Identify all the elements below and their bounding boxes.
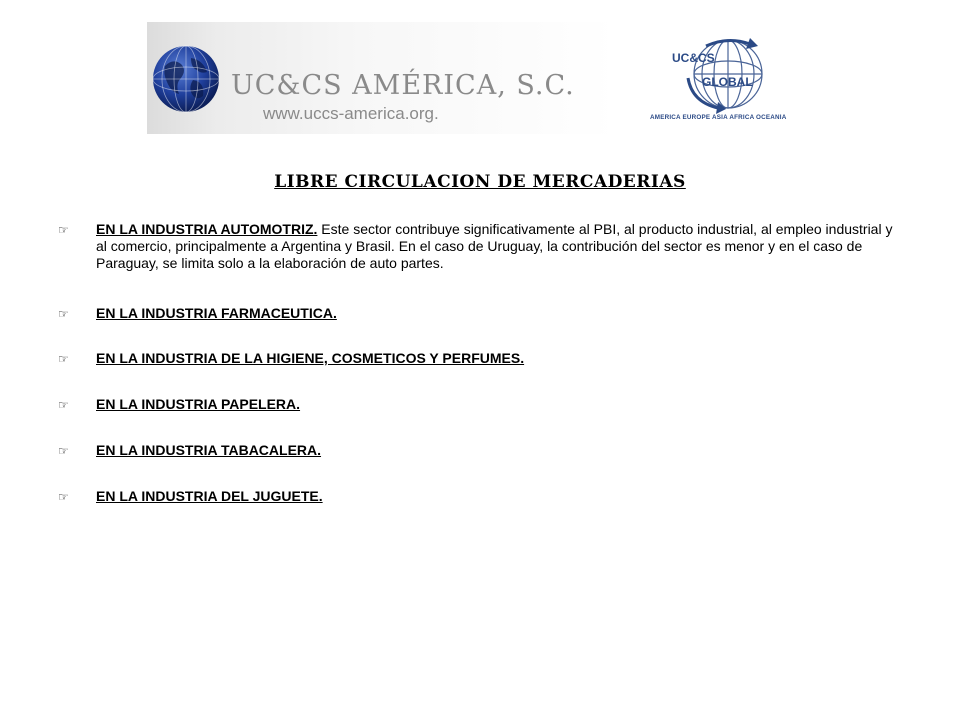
list-item (96, 350, 896, 367)
hand-pointing-icon: ☞ (58, 490, 69, 504)
hand-pointing-icon: ☞ (58, 398, 69, 412)
uccs-global-logo (646, 32, 826, 128)
item-heading: EN LA INDUSTRIA DEL JUGUETE. (96, 488, 323, 504)
hand-pointing-icon: ☞ (58, 307, 69, 321)
hand-pointing-icon: ☞ (58, 223, 69, 237)
item-heading: EN LA INDUSTRIA PAPELERA. (96, 396, 301, 412)
brand-url: www.uccs-america.org. (263, 104, 439, 123)
list-item (96, 305, 896, 322)
globe-icon (151, 44, 221, 114)
list-item (96, 396, 896, 413)
list-item (96, 221, 896, 272)
global-logo-regions: AMERICA EUROPE ASIA AFRICA OCEANIA (650, 114, 787, 121)
uccs-america-logo (147, 22, 617, 134)
item-heading: EN LA INDUSTRIA TABACALERA. (96, 442, 322, 458)
hand-pointing-icon: ☞ (58, 444, 69, 458)
item-heading: EN LA INDUSTRIA DE LA HIGIENE, COSMETICOS Y PERFUMES. (96, 350, 525, 366)
global-logo-line2: GLOBAL (702, 75, 753, 89)
global-logo-line1: UC&CS (672, 51, 715, 65)
item-text: Este sector contribuye significativamente al PBI, al producto industrial, al empleo industrial y al comercio, principalmente a Argentina y Brasil. En el caso de Uruguay, la contribución del sector es menor y en el caso de Paraguay, se limita solo a la elaboración de auto partes. (96, 221, 893, 271)
brand-name: UC&CS AMÉRICA, S.C. (231, 70, 575, 101)
item-heading: EN LA INDUSTRIA AUTOMOTRIZ. (96, 221, 318, 237)
page-title: LIBRE CIRCULACION DE MERCADERIAS (274, 172, 686, 192)
item-heading: EN LA INDUSTRIA FARMACEUTICA. (96, 305, 337, 321)
hand-pointing-icon: ☞ (58, 352, 69, 366)
list-item (96, 488, 896, 505)
list-item (96, 442, 896, 459)
